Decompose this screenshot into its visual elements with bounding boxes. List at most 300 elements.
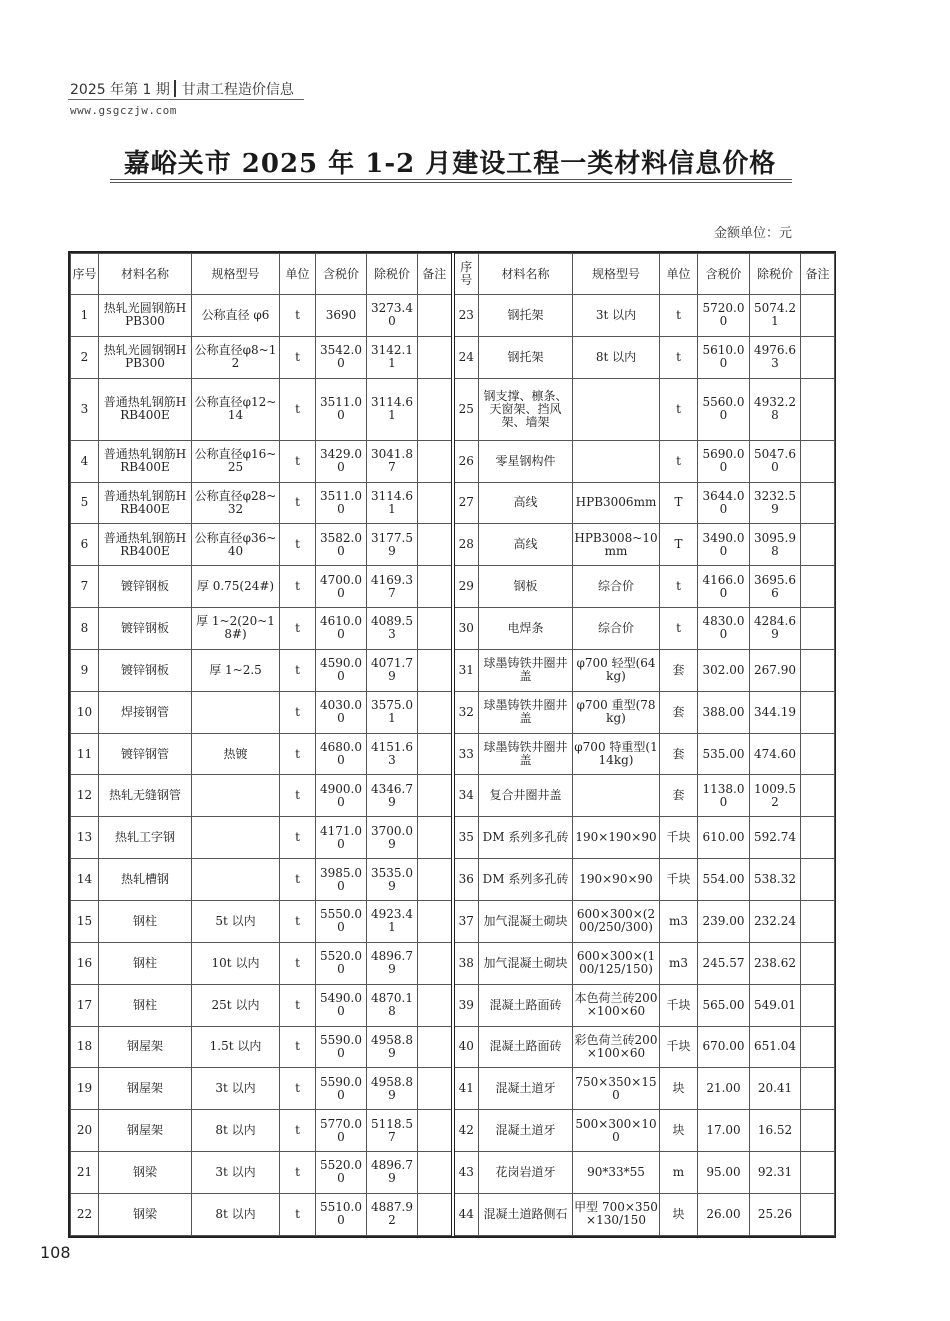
specification-cell: 1.5t 以内 [192, 1026, 280, 1068]
col-header: 备注 [801, 254, 835, 295]
remark-cell [801, 336, 835, 378]
row-number-cell: 7 [71, 566, 99, 608]
row-number-cell: 28 [453, 524, 479, 566]
material-name-cell: 混凝土道路侧石 [479, 1193, 573, 1235]
row-number-cell: 10 [71, 691, 99, 733]
material-name-cell: 高线 [479, 482, 573, 524]
specification-cell: 厚 1~2(20~18#) [192, 608, 280, 650]
unit-cell: t [280, 482, 316, 524]
price-without-tax-cell: 232.24 [750, 900, 801, 942]
unit-cell: t [280, 295, 316, 337]
remark-cell [418, 1026, 453, 1068]
remark-cell [801, 775, 835, 817]
row-number-cell: 30 [453, 608, 479, 650]
price-with-tax-cell: 3511.00 [316, 482, 367, 524]
remark-cell [801, 733, 835, 775]
unit-cell: t [280, 566, 316, 608]
col-header: 含税价 [698, 254, 750, 295]
table-header-row [71, 254, 835, 295]
remark-cell [801, 440, 835, 482]
unit-cell: 块 [660, 1193, 698, 1235]
price-without-tax-cell: 4284.69 [750, 608, 801, 650]
material-name-cell: 钢柱 [99, 942, 192, 984]
price-without-tax-cell: 3273.40 [367, 295, 418, 337]
price-with-tax-cell: 239.00 [698, 900, 750, 942]
price-with-tax-cell: 5510.00 [316, 1193, 367, 1235]
price-without-tax-cell: 4071.79 [367, 649, 418, 691]
specification-cell: 公称直径φ36~40 [192, 524, 280, 566]
remark-cell [418, 482, 453, 524]
price-with-tax-cell: 535.00 [698, 733, 750, 775]
price-without-tax-cell: 3695.66 [750, 566, 801, 608]
row-number-cell: 29 [453, 566, 479, 608]
remark-cell [801, 566, 835, 608]
price-with-tax-cell: 4590.00 [316, 649, 367, 691]
currency-unit-note: 金额单位：元 [713, 226, 792, 241]
row-number-cell: 36 [453, 859, 479, 901]
price-with-tax-cell: 1138.00 [698, 775, 750, 817]
remark-cell [418, 900, 453, 942]
specification-cell: 厚 0.75(24#) [192, 566, 280, 608]
price-without-tax-cell: 538.32 [750, 859, 801, 901]
price-with-tax-cell: 4030.00 [316, 691, 367, 733]
specification-cell: 3t 以内 [192, 1068, 280, 1110]
price-with-tax-cell: 3644.00 [698, 482, 750, 524]
row-number-cell: 41 [453, 1068, 479, 1110]
material-name-cell: 钢板 [479, 566, 573, 608]
row-number-cell: 9 [71, 649, 99, 691]
specification-cell: 90*33*55 [573, 1152, 660, 1194]
specification-cell: 5t 以内 [192, 900, 280, 942]
price-without-tax-cell: 5074.21 [750, 295, 801, 337]
price-with-tax-cell: 5520.00 [316, 1152, 367, 1194]
material-name-cell: 复合井圈井盖 [479, 775, 573, 817]
table-row [71, 691, 835, 733]
specification-cell: 综合价 [573, 608, 660, 650]
material-name-cell: 钢梁 [99, 1193, 192, 1235]
price-without-tax-cell: 4958.89 [367, 1026, 418, 1068]
title-underline [110, 179, 792, 180]
remark-cell [418, 440, 453, 482]
remark-cell [418, 733, 453, 775]
price-without-tax-cell: 16.52 [750, 1110, 801, 1152]
material-name-cell: 镀锌钢板 [99, 566, 192, 608]
remark-cell [418, 1152, 453, 1194]
specification-cell: φ700 轻型(64kg) [573, 649, 660, 691]
row-number-cell: 13 [71, 817, 99, 859]
unit-cell: t [280, 1193, 316, 1235]
price-with-tax-cell: 3511.00 [316, 378, 367, 440]
unit-cell: t [280, 336, 316, 378]
specification-cell: 8t 以内 [192, 1193, 280, 1235]
price-with-tax-cell: 388.00 [698, 691, 750, 733]
price-without-tax-cell: 3095.98 [750, 524, 801, 566]
table-row [71, 775, 835, 817]
price-with-tax-cell: 4680.00 [316, 733, 367, 775]
issue-label: 2025 年第 1 期 [70, 82, 170, 98]
specification-cell: 190×90×90 [573, 859, 660, 901]
remark-cell [801, 942, 835, 984]
specification-cell [573, 440, 660, 482]
specification-cell: 综合价 [573, 566, 660, 608]
row-number-cell: 5 [71, 482, 99, 524]
price-with-tax-cell: 5520.00 [316, 942, 367, 984]
unit-cell: t [280, 817, 316, 859]
row-number-cell: 17 [71, 984, 99, 1026]
price-without-tax-cell: 344.19 [750, 691, 801, 733]
material-name-cell: 球墨铸铁井圈井盖 [479, 649, 573, 691]
specification-cell: 厚 1~2.5 [192, 649, 280, 691]
specification-cell [192, 859, 280, 901]
unit-cell: t [280, 378, 316, 440]
unit-cell: T [660, 482, 698, 524]
price-with-tax-cell: 5590.00 [316, 1068, 367, 1110]
col-header: 序号 [71, 254, 99, 295]
unit-cell: t [280, 1110, 316, 1152]
title-underline-2 [110, 182, 792, 183]
remark-cell [418, 1193, 453, 1235]
unit-cell: m3 [660, 900, 698, 942]
table-body [71, 295, 835, 1236]
specification-cell: 600×300×(200/250/300) [573, 900, 660, 942]
remark-cell [801, 984, 835, 1026]
specification-cell: 本色荷兰砖200×100×60 [573, 984, 660, 1026]
price-with-tax-cell: 4900.00 [316, 775, 367, 817]
price-without-tax-cell: 3041.87 [367, 440, 418, 482]
unit-cell: t [280, 1152, 316, 1194]
issue-header [70, 79, 294, 99]
specification-cell [573, 775, 660, 817]
row-number-cell: 24 [453, 336, 479, 378]
remark-cell [801, 1026, 835, 1068]
material-name-cell: 电焊条 [479, 608, 573, 650]
remark-cell [418, 336, 453, 378]
price-without-tax-cell: 4151.63 [367, 733, 418, 775]
price-with-tax-cell: 565.00 [698, 984, 750, 1026]
price-without-tax-cell: 4870.18 [367, 984, 418, 1026]
remark-cell [418, 608, 453, 650]
material-name-cell: 混凝土道牙 [479, 1068, 573, 1110]
row-number-cell: 38 [453, 942, 479, 984]
unit-cell: t [280, 942, 316, 984]
remark-cell [801, 649, 835, 691]
row-number-cell: 20 [71, 1110, 99, 1152]
price-with-tax-cell: 554.00 [698, 859, 750, 901]
price-without-tax-cell: 3535.09 [367, 859, 418, 901]
specification-cell: 8t 以内 [573, 336, 660, 378]
col-header: 材料名称 [99, 254, 192, 295]
row-number-cell: 42 [453, 1110, 479, 1152]
row-number-cell: 27 [453, 482, 479, 524]
price-with-tax-cell: 21.00 [698, 1068, 750, 1110]
price-without-tax-cell: 3177.59 [367, 524, 418, 566]
remark-cell [418, 817, 453, 859]
table-row [71, 900, 835, 942]
row-number-cell: 43 [453, 1152, 479, 1194]
row-number-cell: 6 [71, 524, 99, 566]
table-row [71, 566, 835, 608]
material-name-cell: 钢屋架 [99, 1110, 192, 1152]
material-name-cell: 普通热轧钢筋HRB400E [99, 482, 192, 524]
row-number-cell: 39 [453, 984, 479, 1026]
remark-cell [801, 378, 835, 440]
price-without-tax-cell: 4346.79 [367, 775, 418, 817]
specification-cell: 3t 以内 [192, 1152, 280, 1194]
price-with-tax-cell: 4610.00 [316, 608, 367, 650]
price-without-tax-cell: 474.60 [750, 733, 801, 775]
material-name-cell: 热轧无缝钢管 [99, 775, 192, 817]
unit-cell: t [280, 691, 316, 733]
material-name-cell: 球墨铸铁井圈井盖 [479, 733, 573, 775]
material-name-cell: 钢梁 [99, 1152, 192, 1194]
material-name-cell: 钢柱 [99, 984, 192, 1026]
price-with-tax-cell: 3985.00 [316, 859, 367, 901]
row-number-cell: 44 [453, 1193, 479, 1235]
row-number-cell: 15 [71, 900, 99, 942]
row-number-cell: 3 [71, 378, 99, 440]
row-number-cell: 34 [453, 775, 479, 817]
price-without-tax-cell: 3575.01 [367, 691, 418, 733]
unit-cell: t [280, 1026, 316, 1068]
unit-cell: t [280, 649, 316, 691]
material-name-cell: 镀锌钢管 [99, 733, 192, 775]
price-with-tax-cell: 5560.00 [698, 378, 750, 440]
specification-cell [192, 817, 280, 859]
specification-cell: φ700 特重型(114kg) [573, 733, 660, 775]
price-without-tax-cell: 5047.60 [750, 440, 801, 482]
unit-cell: t [280, 608, 316, 650]
table-row [71, 942, 835, 984]
price-table [70, 253, 835, 1236]
price-without-tax-cell: 3232.59 [750, 482, 801, 524]
row-number-cell: 32 [453, 691, 479, 733]
material-name-cell: 钢屋架 [99, 1068, 192, 1110]
remark-cell [418, 295, 453, 337]
unit-cell: t [280, 859, 316, 901]
unit-cell: t [660, 608, 698, 650]
price-without-tax-cell: 1009.52 [750, 775, 801, 817]
remark-cell [418, 1068, 453, 1110]
unit-cell: 千块 [660, 859, 698, 901]
price-without-tax-cell: 4169.37 [367, 566, 418, 608]
price-without-tax-cell: 4896.79 [367, 942, 418, 984]
header-divider [174, 80, 176, 97]
col-header: 含税价 [316, 254, 367, 295]
unit-cell: m3 [660, 942, 698, 984]
row-number-cell: 18 [71, 1026, 99, 1068]
price-without-tax-cell: 92.31 [750, 1152, 801, 1194]
material-name-cell: 普通热轧钢筋HRB400E [99, 524, 192, 566]
price-without-tax-cell: 238.62 [750, 942, 801, 984]
material-name-cell: 钢屋架 [99, 1026, 192, 1068]
specification-cell: 公称直径φ12~14 [192, 378, 280, 440]
col-header: 除税价 [367, 254, 418, 295]
material-name-cell: 混凝土道牙 [479, 1110, 573, 1152]
price-without-tax-cell: 4976.63 [750, 336, 801, 378]
table-row [71, 984, 835, 1026]
specification-cell: φ700 重型(78kg) [573, 691, 660, 733]
material-name-cell: 热轧光圆钢筋HPB300 [99, 295, 192, 337]
specification-cell: 500×300×100 [573, 1110, 660, 1152]
table-row [71, 295, 835, 337]
material-name-cell: 加气混凝土砌块 [479, 942, 573, 984]
material-name-cell: 焊接钢管 [99, 691, 192, 733]
col-header: 序号 [453, 254, 479, 295]
specification-cell: 热镀 [192, 733, 280, 775]
price-with-tax-cell: 5770.00 [316, 1110, 367, 1152]
unit-cell: 块 [660, 1110, 698, 1152]
price-with-tax-cell: 4830.00 [698, 608, 750, 650]
remark-cell [801, 1152, 835, 1194]
unit-cell: t [660, 336, 698, 378]
price-without-tax-cell: 549.01 [750, 984, 801, 1026]
price-without-tax-cell: 267.90 [750, 649, 801, 691]
table-row [71, 440, 835, 482]
header-rule [68, 99, 304, 100]
specification-cell [192, 691, 280, 733]
row-number-cell: 40 [453, 1026, 479, 1068]
specification-cell [192, 775, 280, 817]
price-with-tax-cell: 26.00 [698, 1193, 750, 1235]
unit-cell: t [280, 524, 316, 566]
row-number-cell: 25 [453, 378, 479, 440]
material-name-cell: 零星钢构件 [479, 440, 573, 482]
material-name-cell: 镀锌钢板 [99, 608, 192, 650]
row-number-cell: 33 [453, 733, 479, 775]
material-name-cell: 球墨铸铁井圈井盖 [479, 691, 573, 733]
unit-cell: t [660, 378, 698, 440]
remark-cell [801, 608, 835, 650]
material-name-cell: 钢支撑、檩条、天窗架、挡风架、墙架 [479, 378, 573, 440]
row-number-cell: 11 [71, 733, 99, 775]
specification-cell: 600×300×(100/125/150) [573, 942, 660, 984]
price-with-tax-cell: 610.00 [698, 817, 750, 859]
specification-cell: 彩色荷兰砖200×100×60 [573, 1026, 660, 1068]
table-row [71, 336, 835, 378]
remark-cell [418, 378, 453, 440]
unit-cell: 千块 [660, 984, 698, 1026]
unit-cell: t [280, 440, 316, 482]
material-name-cell: 加气混凝土砌块 [479, 900, 573, 942]
unit-cell: 套 [660, 691, 698, 733]
price-with-tax-cell: 3582.00 [316, 524, 367, 566]
price-without-tax-cell: 4958.89 [367, 1068, 418, 1110]
price-with-tax-cell: 5490.00 [316, 984, 367, 1026]
col-header: 规格型号 [192, 254, 280, 295]
row-number-cell: 1 [71, 295, 99, 337]
unit-cell: T [660, 524, 698, 566]
price-without-tax-cell: 5118.57 [367, 1110, 418, 1152]
material-name-cell: 普通热轧钢筋HRB400E [99, 378, 192, 440]
table-row [71, 608, 835, 650]
price-with-tax-cell: 3542.00 [316, 336, 367, 378]
specification-cell: 8t 以内 [192, 1110, 280, 1152]
row-number-cell: 21 [71, 1152, 99, 1194]
price-with-tax-cell: 5690.00 [698, 440, 750, 482]
material-name-cell: 镀锌钢板 [99, 649, 192, 691]
row-number-cell: 2 [71, 336, 99, 378]
col-header: 单位 [280, 254, 316, 295]
remark-cell [418, 649, 453, 691]
specification-cell: 公称直径φ8~12 [192, 336, 280, 378]
price-without-tax-cell: 20.41 [750, 1068, 801, 1110]
specification-cell: 甲型 700×350×130/150 [573, 1193, 660, 1235]
specification-cell: 10t 以内 [192, 942, 280, 984]
table-row [71, 859, 835, 901]
material-name-cell: 热轧工字钢 [99, 817, 192, 859]
table-row [71, 378, 835, 440]
price-without-tax-cell: 4932.28 [750, 378, 801, 440]
website-url: www.gsgczjw.com [70, 104, 177, 117]
unit-cell: t [280, 733, 316, 775]
material-name-cell: 热轧光圆钢钢HPB300 [99, 336, 192, 378]
remark-cell [801, 900, 835, 942]
material-name-cell: 热轧槽钢 [99, 859, 192, 901]
remark-cell [801, 1068, 835, 1110]
material-name-cell: 高线 [479, 524, 573, 566]
specification-cell: 25t 以内 [192, 984, 280, 1026]
table-row [71, 1152, 835, 1194]
unit-cell: t [660, 440, 698, 482]
remark-cell [418, 524, 453, 566]
remark-cell [801, 1110, 835, 1152]
row-number-cell: 16 [71, 942, 99, 984]
price-with-tax-cell: 4171.00 [316, 817, 367, 859]
remark-cell [801, 1193, 835, 1235]
material-name-cell: 普通热轧钢筋HRB400E [99, 440, 192, 482]
material-name-cell: 花岗岩道牙 [479, 1152, 573, 1194]
specification-cell: 公称直径φ28~32 [192, 482, 280, 524]
unit-cell: 千块 [660, 1026, 698, 1068]
table-row [71, 649, 835, 691]
page-number: 108 [40, 1243, 71, 1262]
price-with-tax-cell: 17.00 [698, 1110, 750, 1152]
price-with-tax-cell: 3690 [316, 295, 367, 337]
specification-cell: 190×190×90 [573, 817, 660, 859]
price-with-tax-cell: 5550.00 [316, 900, 367, 942]
remark-cell [418, 859, 453, 901]
material-name-cell: 钢柱 [99, 900, 192, 942]
price-without-tax-cell: 4923.41 [367, 900, 418, 942]
table-row [71, 817, 835, 859]
row-number-cell: 4 [71, 440, 99, 482]
col-header: 备注 [418, 254, 453, 295]
row-number-cell: 19 [71, 1068, 99, 1110]
remark-cell [418, 691, 453, 733]
price-without-tax-cell: 4089.53 [367, 608, 418, 650]
unit-cell: t [660, 566, 698, 608]
col-header: 材料名称 [479, 254, 573, 295]
material-name-cell: DM 系列多孔砖 [479, 817, 573, 859]
price-without-tax-cell: 3700.09 [367, 817, 418, 859]
col-header: 规格型号 [573, 254, 660, 295]
table-row [71, 1026, 835, 1068]
row-number-cell: 37 [453, 900, 479, 942]
price-with-tax-cell: 670.00 [698, 1026, 750, 1068]
price-with-tax-cell: 5590.00 [316, 1026, 367, 1068]
unit-cell: 千块 [660, 817, 698, 859]
remark-cell [418, 566, 453, 608]
remark-cell [801, 817, 835, 859]
price-with-tax-cell: 3429.00 [316, 440, 367, 482]
row-number-cell: 12 [71, 775, 99, 817]
remark-cell [418, 942, 453, 984]
row-number-cell: 26 [453, 440, 479, 482]
price-with-tax-cell: 3490.00 [698, 524, 750, 566]
row-number-cell: 35 [453, 817, 479, 859]
table-row [71, 1193, 835, 1235]
price-with-tax-cell: 5610.00 [698, 336, 750, 378]
